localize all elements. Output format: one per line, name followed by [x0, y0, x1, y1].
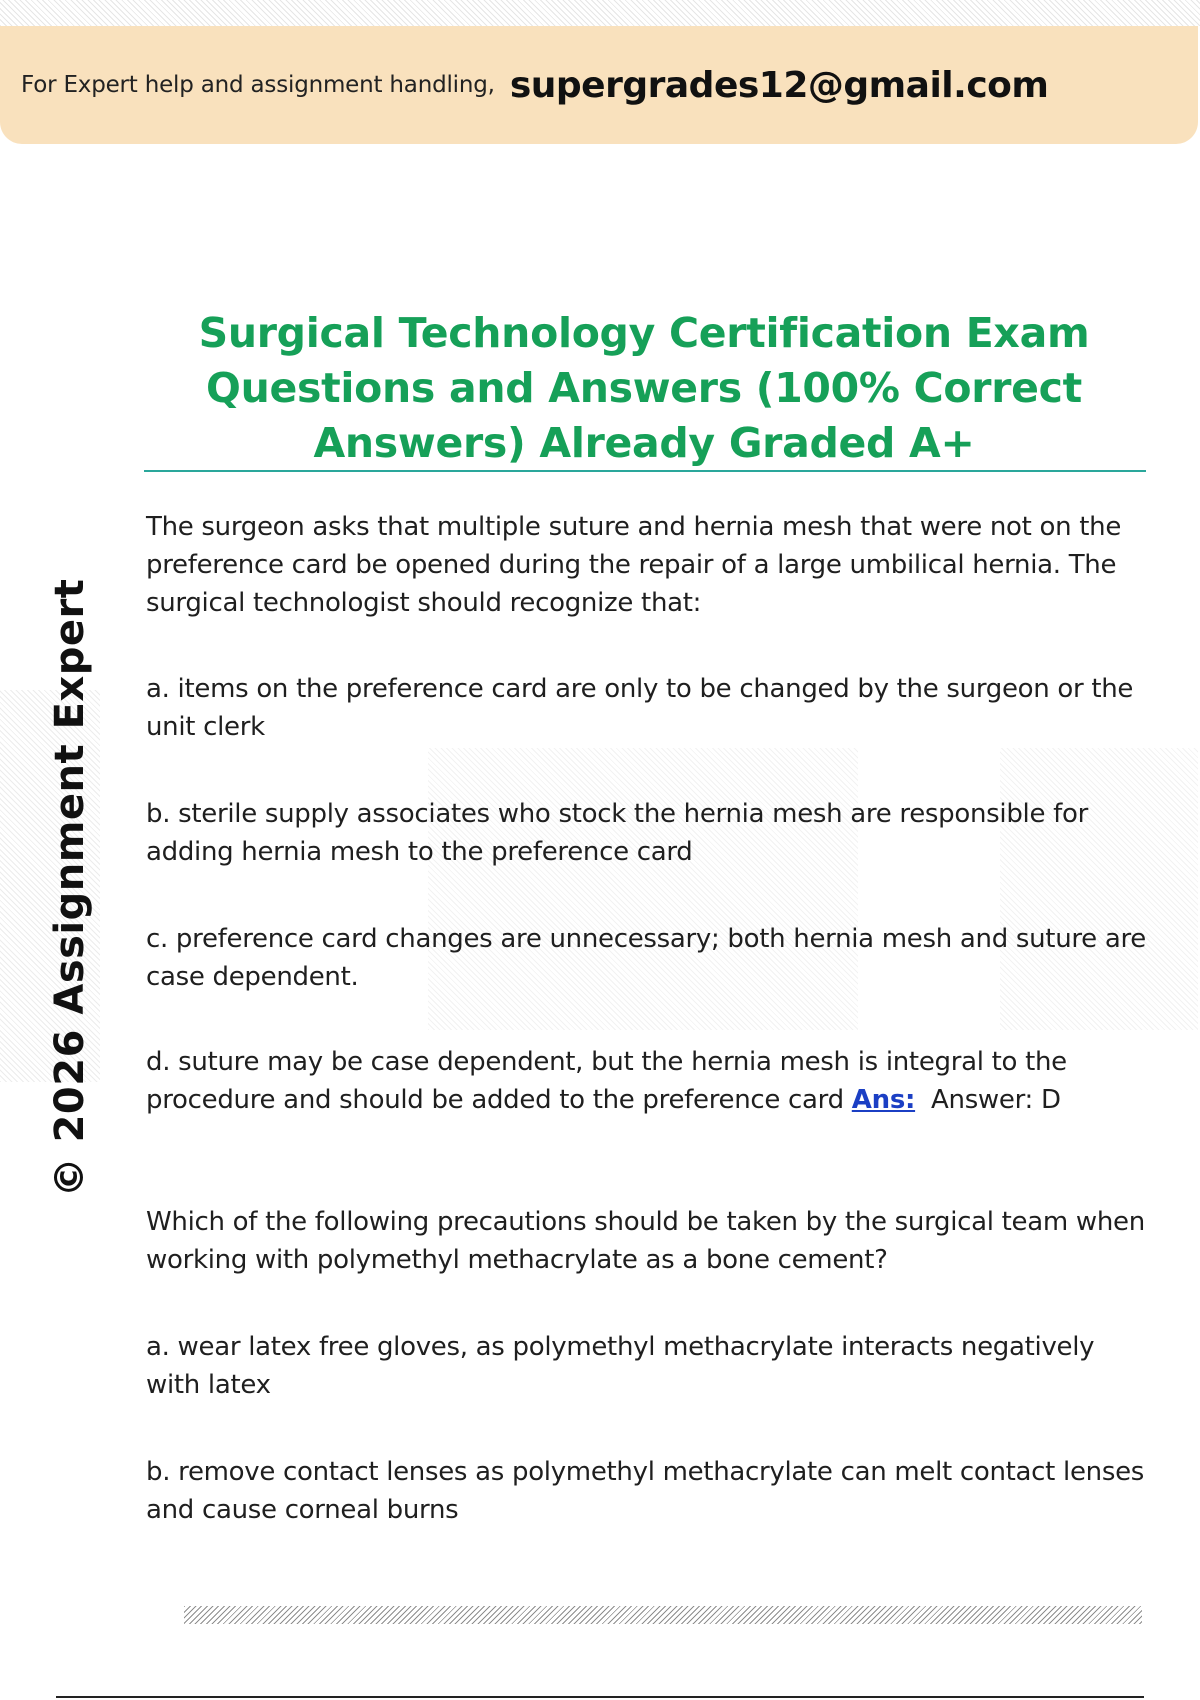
bottom-divider [56, 1696, 1144, 1698]
banner-prefix-text: For Expert help and assignment handling, [21, 72, 502, 98]
question-2-option-b: b. remove contact lenses as polymethyl methacrylate can melt contact lenses and cause corneal burns [146, 1457, 1145, 1525]
question-1-option-a: a. items on the preference card are only to be changed by the surgeon or the unit clerk [146, 674, 1134, 742]
title-divider [144, 470, 1146, 472]
question-2-stem: Which of the following precautions should be taken by the surgical team when working with polymethyl methacrylate as a bone cement? [146, 1207, 1145, 1275]
question-1-option-d [146, 1043, 1146, 1119]
document-title: Surgical Technology Certification Exam Questions and Answers (100% Correct Answers) Already Graded A+ [198, 309, 1090, 467]
question-1-option-c: c. preference card changes are unnecessary; both hernia mesh and suture are case dependent. [146, 924, 1146, 992]
banner-email: supergrades12@gmail.com [509, 64, 1049, 106]
copyright-watermark: © 2026 Assignment Expert [47, 578, 93, 1198]
top-hatch-decoration [0, 0, 1200, 26]
question-1-stem: The surgeon asks that multiple suture and hernia mesh that were not on the preference card be opened during the repair of a large umbilical hernia. The surgical technologist should recognize that: [146, 512, 1122, 618]
question-1-option-b: b. sterile supply associates who stock the hernia mesh are responsible for adding hernia mesh to the preference card [146, 799, 1088, 867]
promo-banner [0, 26, 1198, 144]
answer-link[interactable]: Ans: [851, 1085, 916, 1115]
question-1-answer: Answer: D [915, 1085, 1061, 1115]
question-2-option-a: a. wear latex free gloves, as polymethyl methacrylate interacts negatively with latex [146, 1332, 1095, 1400]
question-1-option-d-text: d. suture may be case dependent, but the hernia mesh is integral to the procedure and should be added to the preference card [146, 1047, 1067, 1115]
bottom-hatch-decoration [184, 1606, 1142, 1624]
